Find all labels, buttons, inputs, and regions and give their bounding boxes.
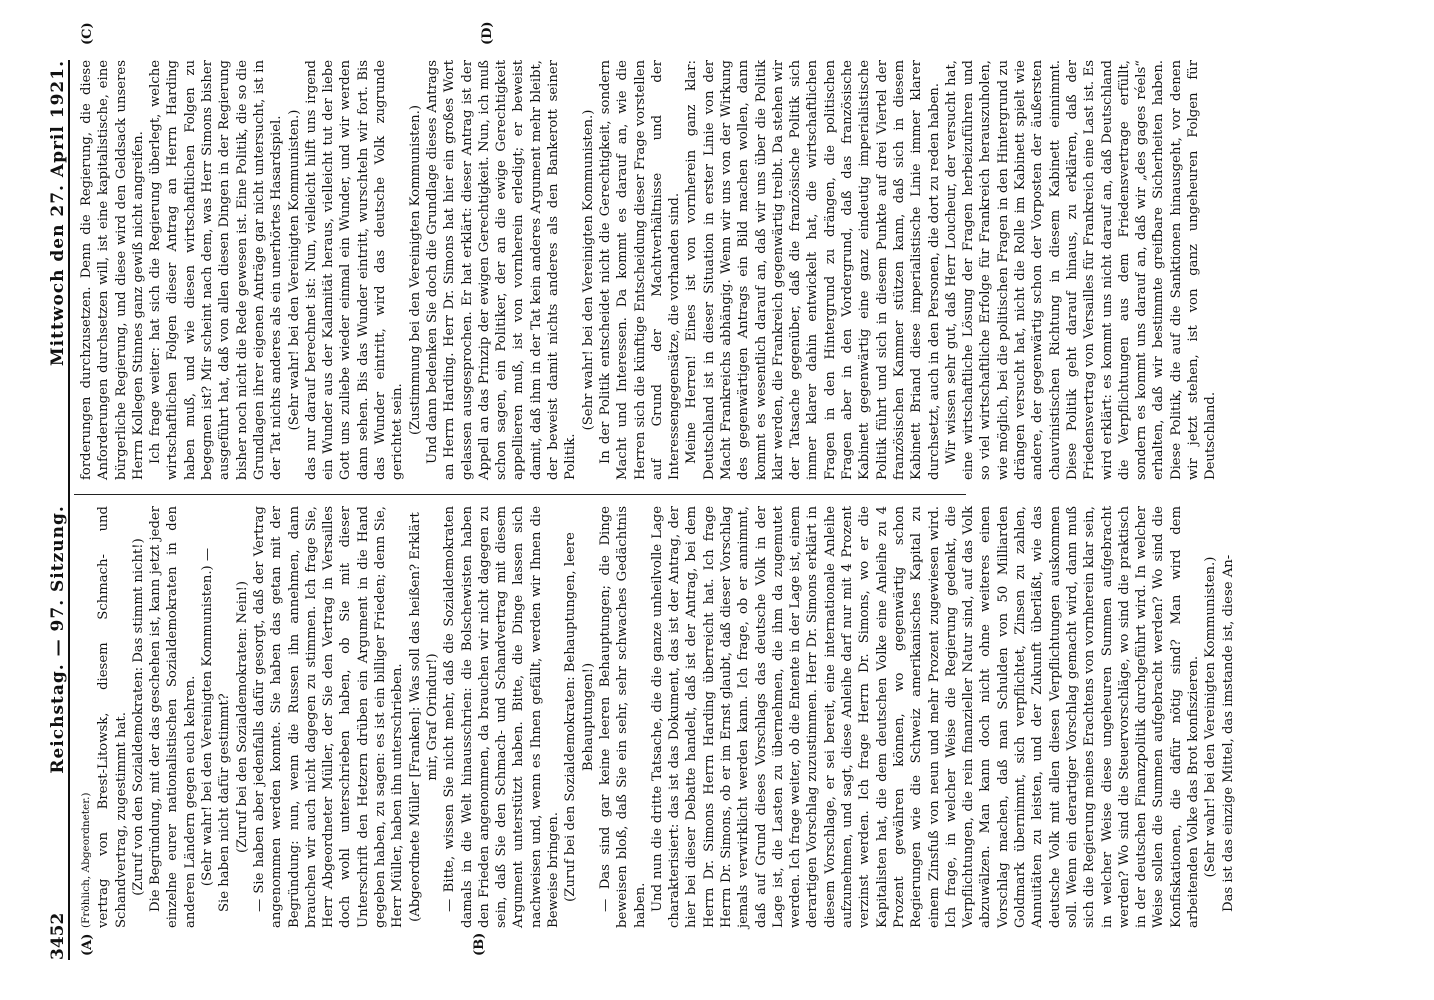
page-header (42, 60, 70, 960)
header-date: Mittwoch den 27. April 1921. (48, 60, 68, 367)
interjection: (Zustimmung bei den Vereinigten Kommunisten.) (407, 104, 423, 436)
left-column (78, 506, 1236, 928)
margin-marker-a: (A) (80, 933, 95, 956)
interjection: (Sehr wahr! bei den Vereinigten Kommunisten.) (580, 109, 596, 431)
margin-marker-d: (D) (480, 21, 495, 45)
interjection: (Zuruf bei den Sozialdemokraten: Behauptungen, leere Behauptungen!) (563, 532, 596, 902)
margin-marker-c: (C) (80, 22, 95, 45)
margin-marker-b: (B) (472, 932, 487, 956)
paragraph: forderungen durchzusetzen. Denn die Regierung, die diese Anforderungen durchsetzen will, ist eine kapitalistische, eine bürgerliche Regierung, und diese wird den Geldsack unseres Herrn Kollegen Stinnes ganz gewiß nicht angreifen. (79, 60, 146, 480)
running-head: Reichstag. — 97. Sitzung. (48, 505, 68, 774)
interjection: (Sehr wahr! bei den Vereinigten Kommunisten.) — (200, 547, 216, 887)
paragraph: Und dann bedenken Sie doch die Grundlage dieses Antrags an Herrn Harding. Herr Dr. Simons hat hier ein großes Wort gelassen ausgesprochen. Er hat erklärt: dieser Antrag ist der Appell an das Prinzip der ewigen Gerechtigkeit. Nun, ich muß schon sagen, ein Politiker, der an die ewige Gerechtigkeit appellieren muß, ist von vornherein erledigt; er beweist damit, daß ihm in der Tat kein anderes Argument mehr bleibt, der beweist damit nichts anderes als den Bankerott seiner Politik. (424, 60, 579, 480)
paragraph: Das ist das einzige Mittel, das imstande ist, diese An- (1220, 554, 1236, 912)
paragraph: In der Politik entscheidet nicht die Gerechtigkeit, sondern Macht und Interessen. Da kommt es darauf an, wie die Herren sich die künftige Entscheidung dieser Frage vorstellen auf Grund der Machtverhältnisse und der Interessengegensätze, die vorhanden sind. (597, 60, 683, 480)
paragraph: das nur darauf berechnet ist: Nun, vielleicht hilft uns irgend ein Wunder aus der Kalamität heraus, vielleicht tut der liebe Gott uns zuliebe wieder einmal ein Wunder, und wir werden dann sehen. Bis das Wunder eintritt, wurschteln wir fort. Bis das Wunder eintritt, wird das deutsche Volk zugrunde gerichtet sein. (303, 60, 406, 480)
page-number: 3452 (48, 912, 68, 960)
paragraph: — Das sind gar keine leeren Behauptungen; die Dinge beweisen bloß, daß Sie ein sehr, sehr schwaches Gedächtnis haben. (597, 506, 648, 928)
paragraph: — Sie haben aber jedenfalls dafür gesorgt, daß der Vertrag angenommen werden konnte. Sie haben das getan mit der Begründung: nun, wenn die Russen ihn annehmen, dann brauchen wir auch nicht dagegen zu stimmen. Ich frage Sie, Herr Abgeordneter Müller, der Sie den Vertrag in Versailles doch wohl unterschrieben haben, ob Sie mit dieser Unterschrift den Hetzern drüben ein Argument in die Hand gegeben haben, zu sagen: es ist ein billiger Frieden; denn Sie, Herr Müller, haben ihn unterschrieben. (251, 506, 406, 928)
column-divider (74, 494, 966, 495)
interjection: (Sehr wahr! bei den Vereinigten Kommunisten.) (1203, 556, 1219, 878)
paragraph: Meine Herren! Eines ist von vornherein ganz klar: Deutschland ist in dieser Situation in erster Linie von der Macht Frankreichs abhängig. Wenn wir uns von der Wirkung des gegenwärtigen Antrags ein Bild machen wollen, dann kommt es wesentlich darauf an, daß wir uns über die Politik klar werden, die Frankreich gegenwärtig treibt. Da stehen wir der Tatsache gegenüber, daß die französische Politik sich immer klarer dahin entwickelt hat, die wirtschaftlichen Fragen in den Hintergrund zu drängen, die politischen Fragen aber in den Vordergrund, daß das französische Kabinett gegenwärtig eine ganz eindeutig imperialistische Politik führt und sich in diesem Punkte auf drei Viertel der französischen Kammer stützen kann, daß sich in diesem Kabinett Briand diese imperialistische Linie immer klarer durchsetzt, auch in den Personen, die dort zu reden haben. (684, 60, 942, 480)
paragraph: vertrag von Brest-Litowsk, diesem Schmach- und Schandvertrag, zugestimmt hat. (96, 506, 129, 928)
interjection: (Zuruf von den Sozialdemokraten: Das stimmt nicht!) (130, 538, 146, 896)
paragraph: Und nun die dritte Tatsache, die die ganze unheilvolle Lage charakterisiert: das ist das Dokument, das ist der Antrag, der hier bei dieser Debatte handelt, daß ist der Antrag, bei dem Herrn Dr. Simons Herrn Harding überreicht hat. Ich frage Herrn Dr. Simons, ob er im Ernst glaubt, daß dieser Vorschlag jemals verwirklicht werden kann. Ich frage, ob er annimmt, daß auf Grund dieses Vorschlags das deutsche Volk in der Lage ist, die Lasten zu übernehmen, die ihm da zugemutet werden. Ich frage weiter, ob die Entente in der Lage ist, einem derartigen Vorschlag zuzustimmen. Herr Dr. Simons erklärt in diesem Vorschlage, er sei bereit, eine internationale Anleihe aufzunehmen, und sagt, diese Anleihe darf nur mit 4 Prozent verzinst werden. Ich frage Herrn Dr. Simons, wo er die Kapitalisten hat, die dem deutschen Volke eine Anleihe zu 4 Prozent gewähren können, wo gegenwärtig schon Regierungen wie die Schweiz amerikanisches Kapital zu einem Zinsfuß von neun und mehr Prozent zugewiesen wird. Ich frage, in welcher Weise die Regierung gedenkt, die Verpflichtungen, die rein finanzieller Natur sind, auf das Volk abzuwälzen. Man kann doch nicht ohne weiteres einen Vorschlag machen, daß man Schulden von 50 Milliarden Goldmark übernimmt, sich verpflichtet, Zinsen zu zahlen, Annuitäten zu leisten, und der Zukunft überläßt, wie das deutsche Volk mit allen diesen Verpflichtungen auskommen soll. Wenn ein derartiger Vorschlag gemacht wird, dann muß sich die Regierung meines Erachtens von vornherein klar sein, in welcher Weise diese ungeheuren Summen aufgebracht werden? Wo sind die Steuervorschläge, wo sind die praktisch in der deutschen Finanzpolitik durchgeführt wird. In welcher Weise sollen die Summen aufgebracht werden? Wo sind die Konfiskationen, die dafür nötig sind? Man wird dem arbeitenden Volke das Brot konfiszieren. (649, 506, 1201, 928)
paragraph: Sie haben nicht dafür gestimmt? (217, 693, 233, 912)
paragraph: Wir wissen sehr gut, daß Herr Loucheur, der versucht hat, eine wirtschaftliche Lösung der Fragen herbeizuführen und so viel wirtschaftliche Erfolge für Frankreich herauszuholen, wie möglich, bei die politischen Fragen in den Hintergrund zu drängen versucht hat, nicht die Rolle im Kabinett spielt wie andere, der gegenwärtig schon der Vorposten der äußersten chauvinistischen Richtung in diesem Kabinett einnimmt. Diese Politik geht darauf hinaus, zu erklären, daß der Friedensvertrag von Versailles für Frankreich eine Last ist. Es wird erklärt: es kommt uns nicht darauf an, daß Deutschland die Verpflichtungen aus dem Friedensvertrage erfüllt, sondern es kommt uns darauf an, daß wir „des gages réels“ erhalten, daß wir bestimmte greifbare Sicherheiten haben. Diese Politik, die auf die Sanktionen hinausgeht, vor denen wir jetzt stehen, ist von ganz ungeheuren Folgen für Deutschland. (943, 60, 1219, 480)
right-column (78, 60, 1219, 480)
paragraph: Ich frage weiter: hat sich die Regierung überlegt, welche wirtschaftlichen Folgen dieser Antrag an Herrn Harding haben muß, und wie diesen wirtschaftlichen Folgen zu begegnen ist? Mir scheint nach dem, was Herr Simons bisher ausgeführt hat, daß von allen diesen Dingen in der Regierung bisher noch nicht die Rede gewesen ist. Eine Politik, die so die Grundlagen ihrer eigenen Anträge gar nicht untersucht, ist in der Tat nichts anderes als ein unerhörtes Hasardspiel. (148, 60, 285, 480)
paragraph: — Bitte, wissen Sie nicht mehr, daß die Sozialdemokraten damals in die Welt hinausschrien: die Bolschewisten haben den Frieden angenommen, da brauchen wir nicht dagegen zu sein, daß Sie den Schmach- und Schandvertrag mit diesem Argument unterstützt haben. Bitte, die Dinge lassen sich nachweisen und, wenn es Ihnen gefällt, werden wir Ihnen die Beweise bringen. (442, 506, 562, 928)
interjection: (Abgeordnete Müller [Franken]: Was soll das heißen? Erklärt mir, Graf Orindur!) (407, 512, 440, 922)
interjection: (Zuruf bei den Sozialdemokraten: Nein!) (234, 580, 250, 854)
speaker-note: (Fröhlich, Abgeordneter.) (80, 792, 92, 928)
paragraph: Die Begründung, mit der das geschehen ist, kann jetzt jeder einzelne eurer nationalistischen Sozialdemokraten in den anderen Ländern gegen euch kehren. (148, 506, 198, 928)
interjection: (Sehr wahr! bei den Vereinigten Kommunisten.) (286, 109, 302, 431)
